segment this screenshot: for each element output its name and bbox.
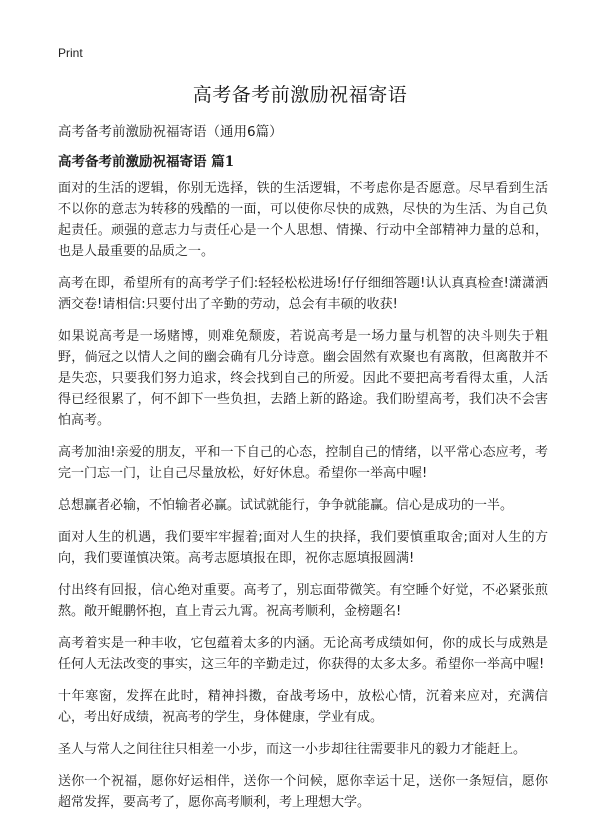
article-body	[58, 178, 548, 824]
paragraph: 如果说高考是一场赌博，则难免颓废，若说高考是一场力量与机智的决斗则失于粗野，倘冠之以情人之间的幽会确有几分诗意。幽会固然有欢聚也有离散，但离散并不是失恋，只要我们努力追求，终会找到自己的所爱。因此不要把高考看得太重，人活得已经很累了，何不卸下一些负担，去踏上新的路途。我们盼望高考，我们决不会害怕高考。	[58, 329, 548, 428]
paragraph: 高考加油!亲爱的朋友，平和一下自己的心态，控制自己的情绪，以平常心态应考，考完一门忘一门，让自己尽量放松，好好休息。希望你一举高中喔!	[58, 445, 548, 481]
document-subtitle: 高考备考前激励祝福寄语（通用6篇）	[58, 124, 283, 140]
paragraph: 十年寒窗，发挥在此时，精神抖擞，奋战考场中，放松心情，沉着来应对，充满信心，考出好成绩，祝高考的学生，身体健康，学业有成。	[58, 689, 548, 725]
print-link[interactable]: Print	[58, 46, 83, 60]
page-title: 高考备考前激励祝福寄语	[192, 84, 408, 106]
paragraph: 面对的生活的逻辑，你别无选择，铁的生活逻辑，不考虑你是否愿意。尽早看到生活不以你的意志为转移的残酷的一面，可以使你尽快的成熟，尽快的为生活、为自己负起责任。顽强的意志力与责任心是一个人思想、情操、行动中全部精神力量的总和，也是人最重要的品质之一。	[58, 181, 548, 259]
paragraph: 高考着实是一种丰收，它包蕴着太多的内涵。无论高考成绩如何，你的成长与成熟是任何人无法改变的事实，这三年的辛勤走过，你获得的太多太多。希望你一举高中喔!	[58, 636, 548, 672]
paragraph: 圣人与常人之间往往只相差一小步，而这一小步却往往需要非凡的毅力才能赶上。	[58, 742, 527, 757]
paragraph: 高考在即，希望所有的高考学子们:轻轻松松进场!仔仔细细答题!认认真真检查!潇潇洒洒交卷!请相信:只要付出了辛勤的劳动，总会有丰硕的收获!	[58, 276, 548, 312]
section-heading: 高考备考前激励祝福寄语 篇1	[58, 154, 235, 170]
paragraph: 总想赢者必输，不怕输者必赢。试试就能行，争争就能赢。信心是成功的一半。	[58, 498, 514, 513]
paragraph: 送你一个祝福，愿你好运相伴，送你一个问候，愿你幸运十足，送你一条短信，愿你超常发挥，要高考了，愿你高考顺利，考上理想大学。	[58, 774, 548, 810]
paragraph: 付出终有回报，信心绝对重要。高考了，别忘面带微笑。有空睡个好觉，不必紧张煎熬。敞开鲲鹏怀抱，直上青云九霄。祝高考顺利，金榜题名!	[58, 583, 548, 619]
paragraph: 面对人生的机遇，我们要牢牢握着;面对人生的抉择，我们要慎重取舍;面对人生的方向，我们要谨慎决策。高考志愿填报在即，祝你志愿填报圆满!	[58, 530, 548, 566]
